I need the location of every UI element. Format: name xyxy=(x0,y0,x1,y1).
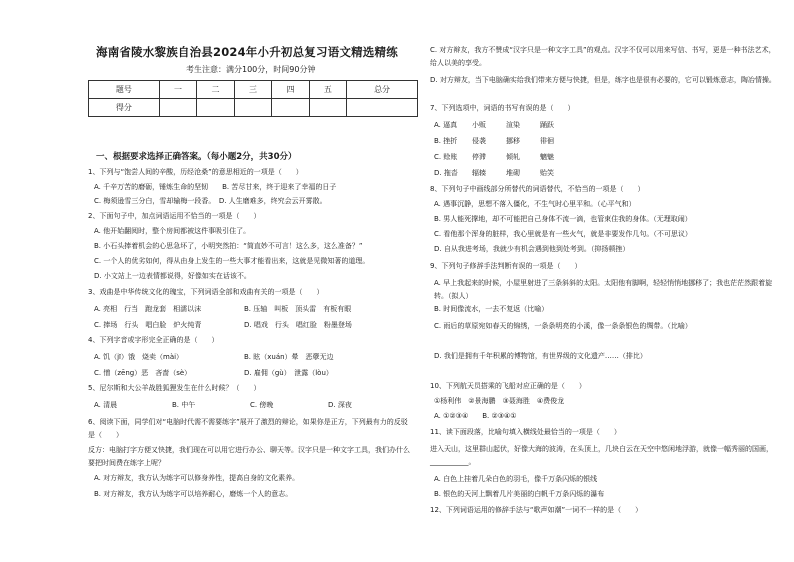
question-line: 5、尼尔斯和大公羊战胜狐狸发生在什么时候？（ ） xyxy=(88,384,261,392)
answer-option-line: C. 一个人的优劣如何，得从由身上发生的一些大事才能看出来，这就是见微知著的道理。 xyxy=(94,257,370,265)
answer-option-line: B. 男人能死撑地，却不可能把自己身体不流一滴，也管束住我的身体。（无理取闹） xyxy=(434,215,692,223)
question-line: 7、下列选项中，词语的书写有误的是（ ） xyxy=(430,104,575,112)
answer-option: B. 压轴 叫板 顶头雷 有板有眼 xyxy=(244,305,352,313)
answer-option-line: C. 雨后的草原宛如春天的锦绣，一条条明亮的小溪，像一条条银色的绸带。（比喻） xyxy=(434,322,692,330)
question-line: 6、阅读下面，同学们对“电脑时代需不需要练字”展开了激烈的辩论，如果你是正方，下列最有力的反驳是（ ） xyxy=(88,418,408,439)
answer-option-row xyxy=(94,320,352,330)
passage-line: 进入天山，这里群山起伏，好像大海的波涛，在头顶上，几块白云在天空中悠闲地浮游，就像一幅秀丽的国画，___________。 xyxy=(430,445,773,466)
answer-option: 渲染 xyxy=(506,121,520,129)
answer-option: B. 挫折 xyxy=(434,137,458,145)
score-header-cell: 五 xyxy=(309,81,346,99)
answer-option: A. 亮相 行当 跑龙套 相濡以沫 xyxy=(94,305,202,313)
score-table-score-row xyxy=(89,99,418,117)
answer-option: A. 饥（jī）饿 烧卖（mài） xyxy=(94,353,184,361)
answer-option-line: D. 对方辩友，当下电脑确实给我们带来方便与快捷，但是，练字也是很有必要的，它可以锻炼意志，陶冶情操。 xyxy=(430,76,776,84)
answer-option-line: A. 对方辩友，我方认为练字可以修身养性，提高自身的文化素养。 xyxy=(94,474,300,482)
answer-option-row xyxy=(434,168,554,178)
answer-option: B. 眩（xuán）晕 恶孽无边 xyxy=(244,353,334,361)
answer-option-line: A. 他开始翻阅时，整个房间都被这件事吸引住了。 xyxy=(94,227,251,235)
score-cell xyxy=(159,99,196,117)
answer-option-line: B. 银色的天河上飘着几片美丽的白帆千万条闪烁的瀑布 xyxy=(434,490,605,498)
answer-option-row xyxy=(94,304,351,314)
answer-option: 魑魅 xyxy=(540,153,554,161)
score-table-header-row xyxy=(89,81,418,99)
answer-option: D. 唱戏 行头 唱红脸 粉墨登场 xyxy=(244,321,352,329)
answer-option-line: A. 早上我起来的时候，小屋里射进了三条斜斜的太阳。太阳他有脚啊，轻轻悄悄地挪移了；我也茫茫然跟着旋转。（拟人） xyxy=(434,279,773,300)
score-table xyxy=(88,80,418,117)
score-cell xyxy=(309,99,346,117)
score-header-cell: 总分 xyxy=(347,81,418,99)
answer-option-row xyxy=(434,120,554,130)
answer-option-row xyxy=(94,368,333,378)
answer-option-line: C. 看他那个浑身的脏样，我心里就是有一些火气，就是非要发作几句。（不可思议） xyxy=(434,230,692,238)
answer-option: 徘徊 xyxy=(540,137,554,145)
answer-option-line: A. 遇事沉静，思想不落入僵化，不生气时心里平和。（心平气和） xyxy=(434,200,636,208)
answer-option-line: C. 对方辩友，我方不赞成“汉字只是一种文字工具”的观点。汉字不仅可以用来写信、书写，更是一种书法艺术，给人以美的享受。 xyxy=(430,46,776,67)
answer-option: D. 拖沓 xyxy=(434,169,458,177)
answer-option: 小贩 xyxy=(472,121,486,129)
answer-option-line: B. 时间像流水，一去不复返（比喻） xyxy=(434,305,549,313)
answer-option-row xyxy=(434,152,554,162)
section-heading: 一、根据要求选择正确答案。（每小题2分，共30分） xyxy=(96,152,297,162)
answer-option-line: A. 白色上挂着几朵白色的羽毛，像千万条闪烁的银线 xyxy=(434,475,598,483)
answer-option-row xyxy=(94,352,334,362)
answer-option: D. 雇佣（gù） 泄露（lòu） xyxy=(244,369,333,377)
answer-option: C. 憎（zēng）恶 吝啬（sè） xyxy=(94,369,192,377)
score-header-cell: 四 xyxy=(272,81,309,99)
score-header-cell: 题号 xyxy=(89,81,160,99)
score-row-label: 得分 xyxy=(89,99,160,117)
debate-prompt: 反方：电脑打字方便又快捷，我们现在可以用它进行办公、聊天等。汉字只是一种文字工具，我们办什么要把时间费在练字上呢？ xyxy=(88,446,410,467)
exam-notice: 考生注意：满分100分，时间90分钟 xyxy=(186,65,316,74)
answer-option: 贻笑 xyxy=(540,169,554,177)
answer-option: D. 深夜 xyxy=(328,401,352,409)
score-cell xyxy=(197,99,234,117)
answer-option-line: D. 我们是拥有千年积累的博物馆，有世界级的文化遗产……（排比） xyxy=(434,352,647,360)
answer-option: C. 赊账 xyxy=(434,153,458,161)
answer-option: 辐辏 xyxy=(472,169,486,177)
answer-option-line: B. 对方辩友，我方认为练字可以培养耐心，磨炼一个人的意志。 xyxy=(94,490,293,498)
score-cell xyxy=(347,99,418,117)
answer-option: C. 捧场 行头 唱白脸 炉火纯青 xyxy=(94,321,202,329)
question-line: 10、下列航天员搭乘的飞船对应正确的是（ ） xyxy=(430,382,586,390)
score-cell xyxy=(272,99,309,117)
answer-option-line: C. 梅须逊雪三分白，雪却输梅一段香。 D. 人生磨难多，终究会云开雾散。 xyxy=(94,197,327,205)
question-line: 2、下面句子中，加点词语运用不恰当的一项是（ ） xyxy=(88,212,261,220)
question-line: 3、戏曲是中华传统文化的瑰宝，下列词语全部和戏曲有关的一项是（ ） xyxy=(88,288,324,296)
question-line: 4、下列字音或字形完全正确的是（ ） xyxy=(88,336,219,344)
answer-option-line: B. 小石头捧着机会的心思急坏了，小明突然拍：“简直妙不可言！这么多，这么准备？” xyxy=(94,242,363,250)
answer-option: C. 傍晚 xyxy=(250,401,274,409)
answer-option: A. 清晨 xyxy=(94,401,118,409)
answer-option: 堆砌 xyxy=(506,169,520,177)
score-cell xyxy=(234,99,271,117)
answer-option-line: A. ①②③④ B. ②③④① xyxy=(434,412,517,420)
answer-option-row xyxy=(434,136,554,146)
question-line: 1、下列与“饱尝人间的辛酸，历经沧桑”的意思相近的一项是（ ） xyxy=(88,168,303,176)
question-line: 9、下列句子修辞手法判断有误的一项是（ ） xyxy=(430,262,582,270)
answer-option: A. 逼真 xyxy=(434,121,458,129)
answer-option-line: D. 自从我进考场，我就少有机会遇到他到处考到。（抑扬顿挫） xyxy=(434,245,630,253)
answer-option-line: D. 小文站上一边表情都说得，好像如实在话该不。 xyxy=(94,272,251,280)
answer-option-row xyxy=(94,400,352,410)
answer-option: B. 中午 xyxy=(172,401,196,409)
answer-option: 倾轧 xyxy=(506,153,520,161)
score-header-cell: 一 xyxy=(159,81,196,99)
answer-option: 踊跃 xyxy=(540,121,554,129)
score-header-cell: 二 xyxy=(197,81,234,99)
answer-option: 挪移 xyxy=(506,137,520,145)
question-line: 12、下列词语运用的修辞手法与“歌声如潮”一词不一样的是（ ） xyxy=(430,506,643,514)
question-line: 11、读下面段落，比喻句填入横线处最恰当的一项是（ ） xyxy=(430,428,621,436)
question-line: 8、下列句子中画线部分所替代的词语替代，不恰当的一项是（ ） xyxy=(430,185,645,193)
page-title: 海南省陵水黎族自治县2024年小升初总复习语文精选精练 xyxy=(96,45,398,59)
answer-option-line: ①杨利伟 ②景海鹏 ③聂海胜 ④费俊龙 xyxy=(434,397,565,405)
answer-option-line: A. 千辛万苦的磨砺，锤炼生命的坚韧 B. 苦尽甘来，终于迎来了幸福的日子 xyxy=(94,183,337,191)
score-header-cell: 三 xyxy=(234,81,271,99)
answer-option: 侵袭 xyxy=(472,137,486,145)
answer-option: 停滞 xyxy=(472,153,486,161)
